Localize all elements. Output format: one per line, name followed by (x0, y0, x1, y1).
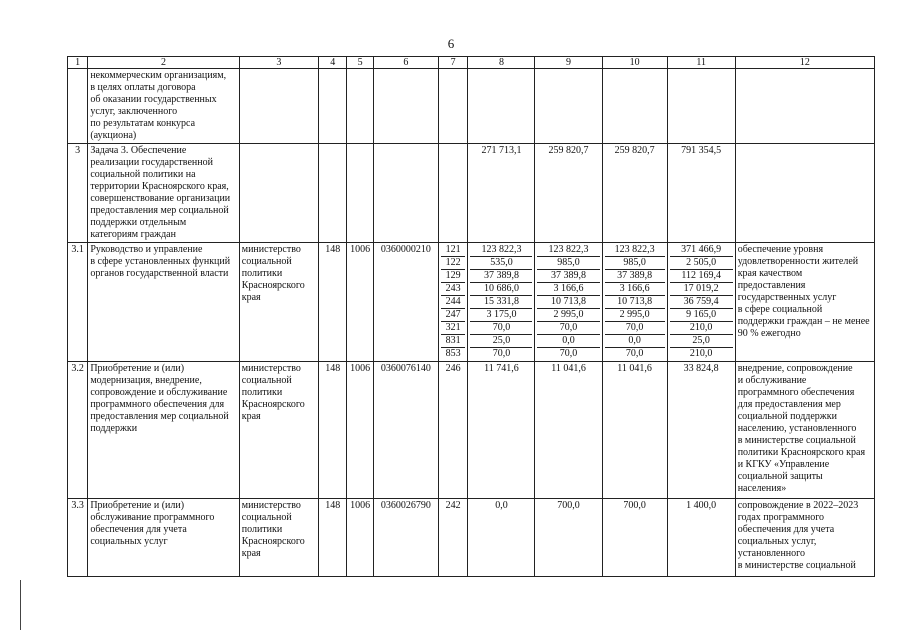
text-line: края качеством (737, 268, 803, 279)
sub-row-value: 70,0 (605, 322, 665, 335)
text-line: органов государственной власти (90, 268, 229, 279)
text-line: Приобретение и (или) (90, 363, 185, 374)
sub-row-value: 123 822,3 (537, 244, 599, 257)
sub-row-value: 2 995,0 (537, 309, 599, 322)
cell-expense-type: 242 (438, 499, 467, 577)
column-number-5: 5 (347, 57, 373, 69)
text-line: сопровождение в 2022–2023 (737, 500, 859, 511)
cell-value-11: 1 400,0 (667, 499, 735, 577)
cell-target-code: 0360000210 (373, 243, 438, 362)
sub-row-value: 371 466,9 (670, 244, 733, 257)
row-number: 3.2 (68, 362, 88, 499)
sub-row-value: 17 019,2 (670, 283, 733, 296)
text-line: обеспечение уровня (737, 244, 824, 255)
cell-executor (239, 362, 318, 499)
sub-row-value: 243 (441, 283, 465, 296)
text-line: политики (241, 387, 283, 398)
text-line: социальных услуг, (737, 536, 817, 547)
cell-expense-type: 246 (438, 362, 467, 499)
text-line: обеспечения для учета (737, 524, 835, 535)
cell-value-8: 0,0 (468, 499, 535, 577)
sub-row-value: 10 713,8 (605, 296, 665, 309)
text-line: обслуживание программного (90, 512, 215, 523)
table-row (68, 499, 875, 577)
text-line: об оказании государственных (90, 94, 217, 105)
cell-value-11: 791 354,5 (667, 144, 735, 243)
text-line: реализации государственной (90, 157, 213, 168)
text-line: в министерстве социальной (737, 435, 856, 446)
text-line: по результатам конкурса (90, 118, 196, 129)
text-line: Красноярского (241, 536, 305, 547)
table-row (68, 69, 875, 144)
cell-values-8 (468, 243, 535, 362)
sub-row-value: 2 995,0 (605, 309, 665, 322)
text-line: и обслуживание (737, 375, 807, 386)
text-line: социальной поддержки (737, 411, 837, 422)
text-line: территории Красноярского края, (90, 181, 229, 192)
column-number-10: 10 (602, 57, 667, 69)
cell-value-8: 11 741,6 (468, 362, 535, 499)
text-line: удовлетворенности жителей (737, 256, 859, 267)
text-line: в целях оплаты договора (90, 82, 196, 93)
cell-expense-types (438, 243, 467, 362)
cell-description (88, 243, 239, 362)
sub-row-value: 3 166,6 (537, 283, 599, 296)
text-line: некоммерческим организациям, (90, 70, 227, 81)
cell-value-9: 11 041,6 (535, 362, 602, 499)
cell-section: 1006 (347, 243, 373, 362)
column-number-7: 7 (438, 57, 467, 69)
sub-row-value: 123 822,3 (605, 244, 665, 257)
sub-row-value: 853 (445, 348, 461, 359)
text-line: политики (241, 524, 283, 535)
cell-result (735, 243, 874, 362)
text-line: политики Красноярского края (737, 447, 866, 458)
cell-values-10 (602, 243, 667, 362)
text-line: в сфере социальной (737, 304, 823, 315)
text-line: (аукциона) (90, 130, 137, 141)
column-number-3: 3 (239, 57, 318, 69)
cell-grbs: 148 (319, 243, 347, 362)
text-line: модернизация, внедрение, (90, 375, 202, 386)
row-number: 3 (68, 144, 88, 243)
text-line: политики (241, 268, 283, 279)
text-line: социальной (241, 256, 292, 267)
text-line: министерство (241, 500, 301, 511)
sub-row-value: 247 (441, 309, 465, 322)
sub-row-value: 25,0 (670, 335, 733, 348)
text-line: Задача 3. Обеспечение (90, 145, 187, 156)
text-line: министерство (241, 244, 301, 255)
column-number-row (68, 57, 875, 69)
text-line: Приобретение и (или) (90, 500, 185, 511)
sub-row-value: 25,0 (470, 335, 532, 348)
sub-row-value: 70,0 (625, 348, 644, 359)
cell-value-10: 11 041,6 (602, 362, 667, 499)
sub-row-value: 985,0 (537, 257, 599, 270)
sub-row-value: 121 (441, 244, 465, 257)
sub-row-value: 70,0 (559, 348, 578, 359)
text-line: социальной политики на (90, 169, 196, 180)
text-line: услуг, заключенного (90, 106, 178, 117)
sub-row-value: 9 165,0 (670, 309, 733, 322)
column-number-2: 2 (88, 57, 239, 69)
cell-section: 1006 (347, 499, 373, 577)
text-line: 90 % ежегодно (737, 328, 801, 339)
cell-value-10: 700,0 (602, 499, 667, 577)
sub-row-value: 70,0 (470, 322, 532, 335)
text-line: поддержки отдельным (90, 217, 187, 228)
text-line: края (241, 292, 261, 303)
cell-values-11 (667, 243, 735, 362)
row-number (68, 69, 88, 144)
cell-target-code: 0360026790 (373, 499, 438, 577)
sub-row-value: 10 686,0 (470, 283, 532, 296)
column-number-4: 4 (319, 57, 347, 69)
text-line: предоставления (737, 280, 806, 291)
sub-row-value: 0,0 (605, 335, 665, 348)
sub-row-value: 129 (441, 270, 465, 283)
cell-target-code: 0360076140 (373, 362, 438, 499)
sub-row-value: 2 505,0 (670, 257, 733, 270)
sub-row-value: 321 (441, 322, 465, 335)
text-line: социальной (241, 512, 292, 523)
cell-result (735, 362, 874, 499)
text-line: социальной защиты (737, 471, 823, 482)
cell-value-9: 700,0 (535, 499, 602, 577)
sub-row-value: 831 (441, 335, 465, 348)
cell-value-9: 259 820,7 (535, 144, 602, 243)
text-line: установленного (737, 548, 805, 559)
text-line: Красноярского (241, 399, 305, 410)
column-number-1: 1 (68, 57, 88, 69)
cell-description (88, 69, 239, 144)
column-number-11: 11 (667, 57, 735, 69)
cell-executor (239, 243, 318, 362)
text-line: социальных услуг (90, 536, 168, 547)
text-line: внедрение, сопровождение (737, 363, 853, 374)
cell-section: 1006 (347, 362, 373, 499)
sub-row-value: 10 713,8 (537, 296, 599, 309)
text-line: края (241, 411, 261, 422)
text-line: социальной (241, 375, 292, 386)
text-line: края (241, 548, 261, 559)
text-line: населению, установленного (737, 423, 857, 434)
sub-row-value: 3 175,0 (470, 309, 532, 322)
text-line: программного обеспечения (737, 387, 855, 398)
column-number-6: 6 (373, 57, 438, 69)
sub-row-value: 37 389,8 (537, 270, 599, 283)
row-number: 3.1 (68, 243, 88, 362)
text-line: программного обеспечения для (90, 399, 225, 410)
sub-row-value: 15 331,8 (470, 296, 532, 309)
sub-row-value: 122 (441, 257, 465, 270)
text-line: Красноярского (241, 280, 305, 291)
text-line: годах программного (737, 512, 825, 523)
text-line: в министерстве социальной (737, 560, 856, 571)
sub-row-value: 70,0 (537, 322, 599, 335)
cell-description (88, 362, 239, 499)
sub-row-value: 3 166,6 (605, 283, 665, 296)
text-line: категориям граждан (90, 229, 176, 240)
text-line: поддержки (90, 423, 138, 434)
cell-value-10: 259 820,7 (602, 144, 667, 243)
cell-result (735, 499, 874, 577)
cell-values-9 (535, 243, 602, 362)
scan-edge-mark (20, 580, 21, 630)
sub-row-value: 985,0 (605, 257, 665, 270)
cell-description (88, 144, 239, 243)
sub-row-value: 70,0 (492, 348, 511, 359)
sub-row-value: 36 759,4 (670, 296, 733, 309)
column-number-9: 9 (535, 57, 602, 69)
text-line: сопровождение и обслуживание (90, 387, 228, 398)
text-line: в сфере установленных функций (90, 256, 231, 267)
sub-row-value: 535,0 (470, 257, 532, 270)
sub-row-value: 37 389,8 (470, 270, 532, 283)
sub-row-value: 112 169,4 (670, 270, 733, 283)
cell-executor (239, 499, 318, 577)
budget-table (67, 56, 875, 577)
row-number: 3.3 (68, 499, 88, 577)
page-number: 6 (447, 36, 455, 51)
text-line: Руководство и управление (90, 244, 203, 255)
text-line: совершенствование организации (90, 193, 231, 204)
cell-grbs: 148 (319, 499, 347, 577)
sub-row-value: 210,0 (689, 348, 713, 359)
cell-grbs: 148 (319, 362, 347, 499)
table-row (68, 243, 875, 362)
table-row (68, 362, 875, 499)
text-line: и КГКУ «Управление (737, 459, 830, 470)
text-line: предоставления мер социальной (90, 205, 229, 216)
text-line: предоставления мер социальной (90, 411, 229, 422)
sub-row-value: 210,0 (670, 322, 733, 335)
text-line: поддержки граждан – не менее (737, 316, 870, 327)
cell-value-8: 271 713,1 (468, 144, 535, 243)
sub-row-value: 244 (441, 296, 465, 309)
sub-row-value: 123 822,3 (470, 244, 532, 257)
text-line: министерство (241, 363, 301, 374)
text-line: государственных услуг (737, 292, 837, 303)
column-number-8: 8 (468, 57, 535, 69)
text-line: для предоставления мер (737, 399, 841, 410)
text-line: обеспечения для учета (90, 524, 187, 535)
text-line: населения» (737, 483, 787, 494)
sub-row-value: 0,0 (537, 335, 599, 348)
table-row (68, 144, 875, 243)
cell-description (88, 499, 239, 577)
column-number-12: 12 (735, 57, 874, 69)
cell-value-11: 33 824,8 (667, 362, 735, 499)
sub-row-value: 37 389,8 (605, 270, 665, 283)
